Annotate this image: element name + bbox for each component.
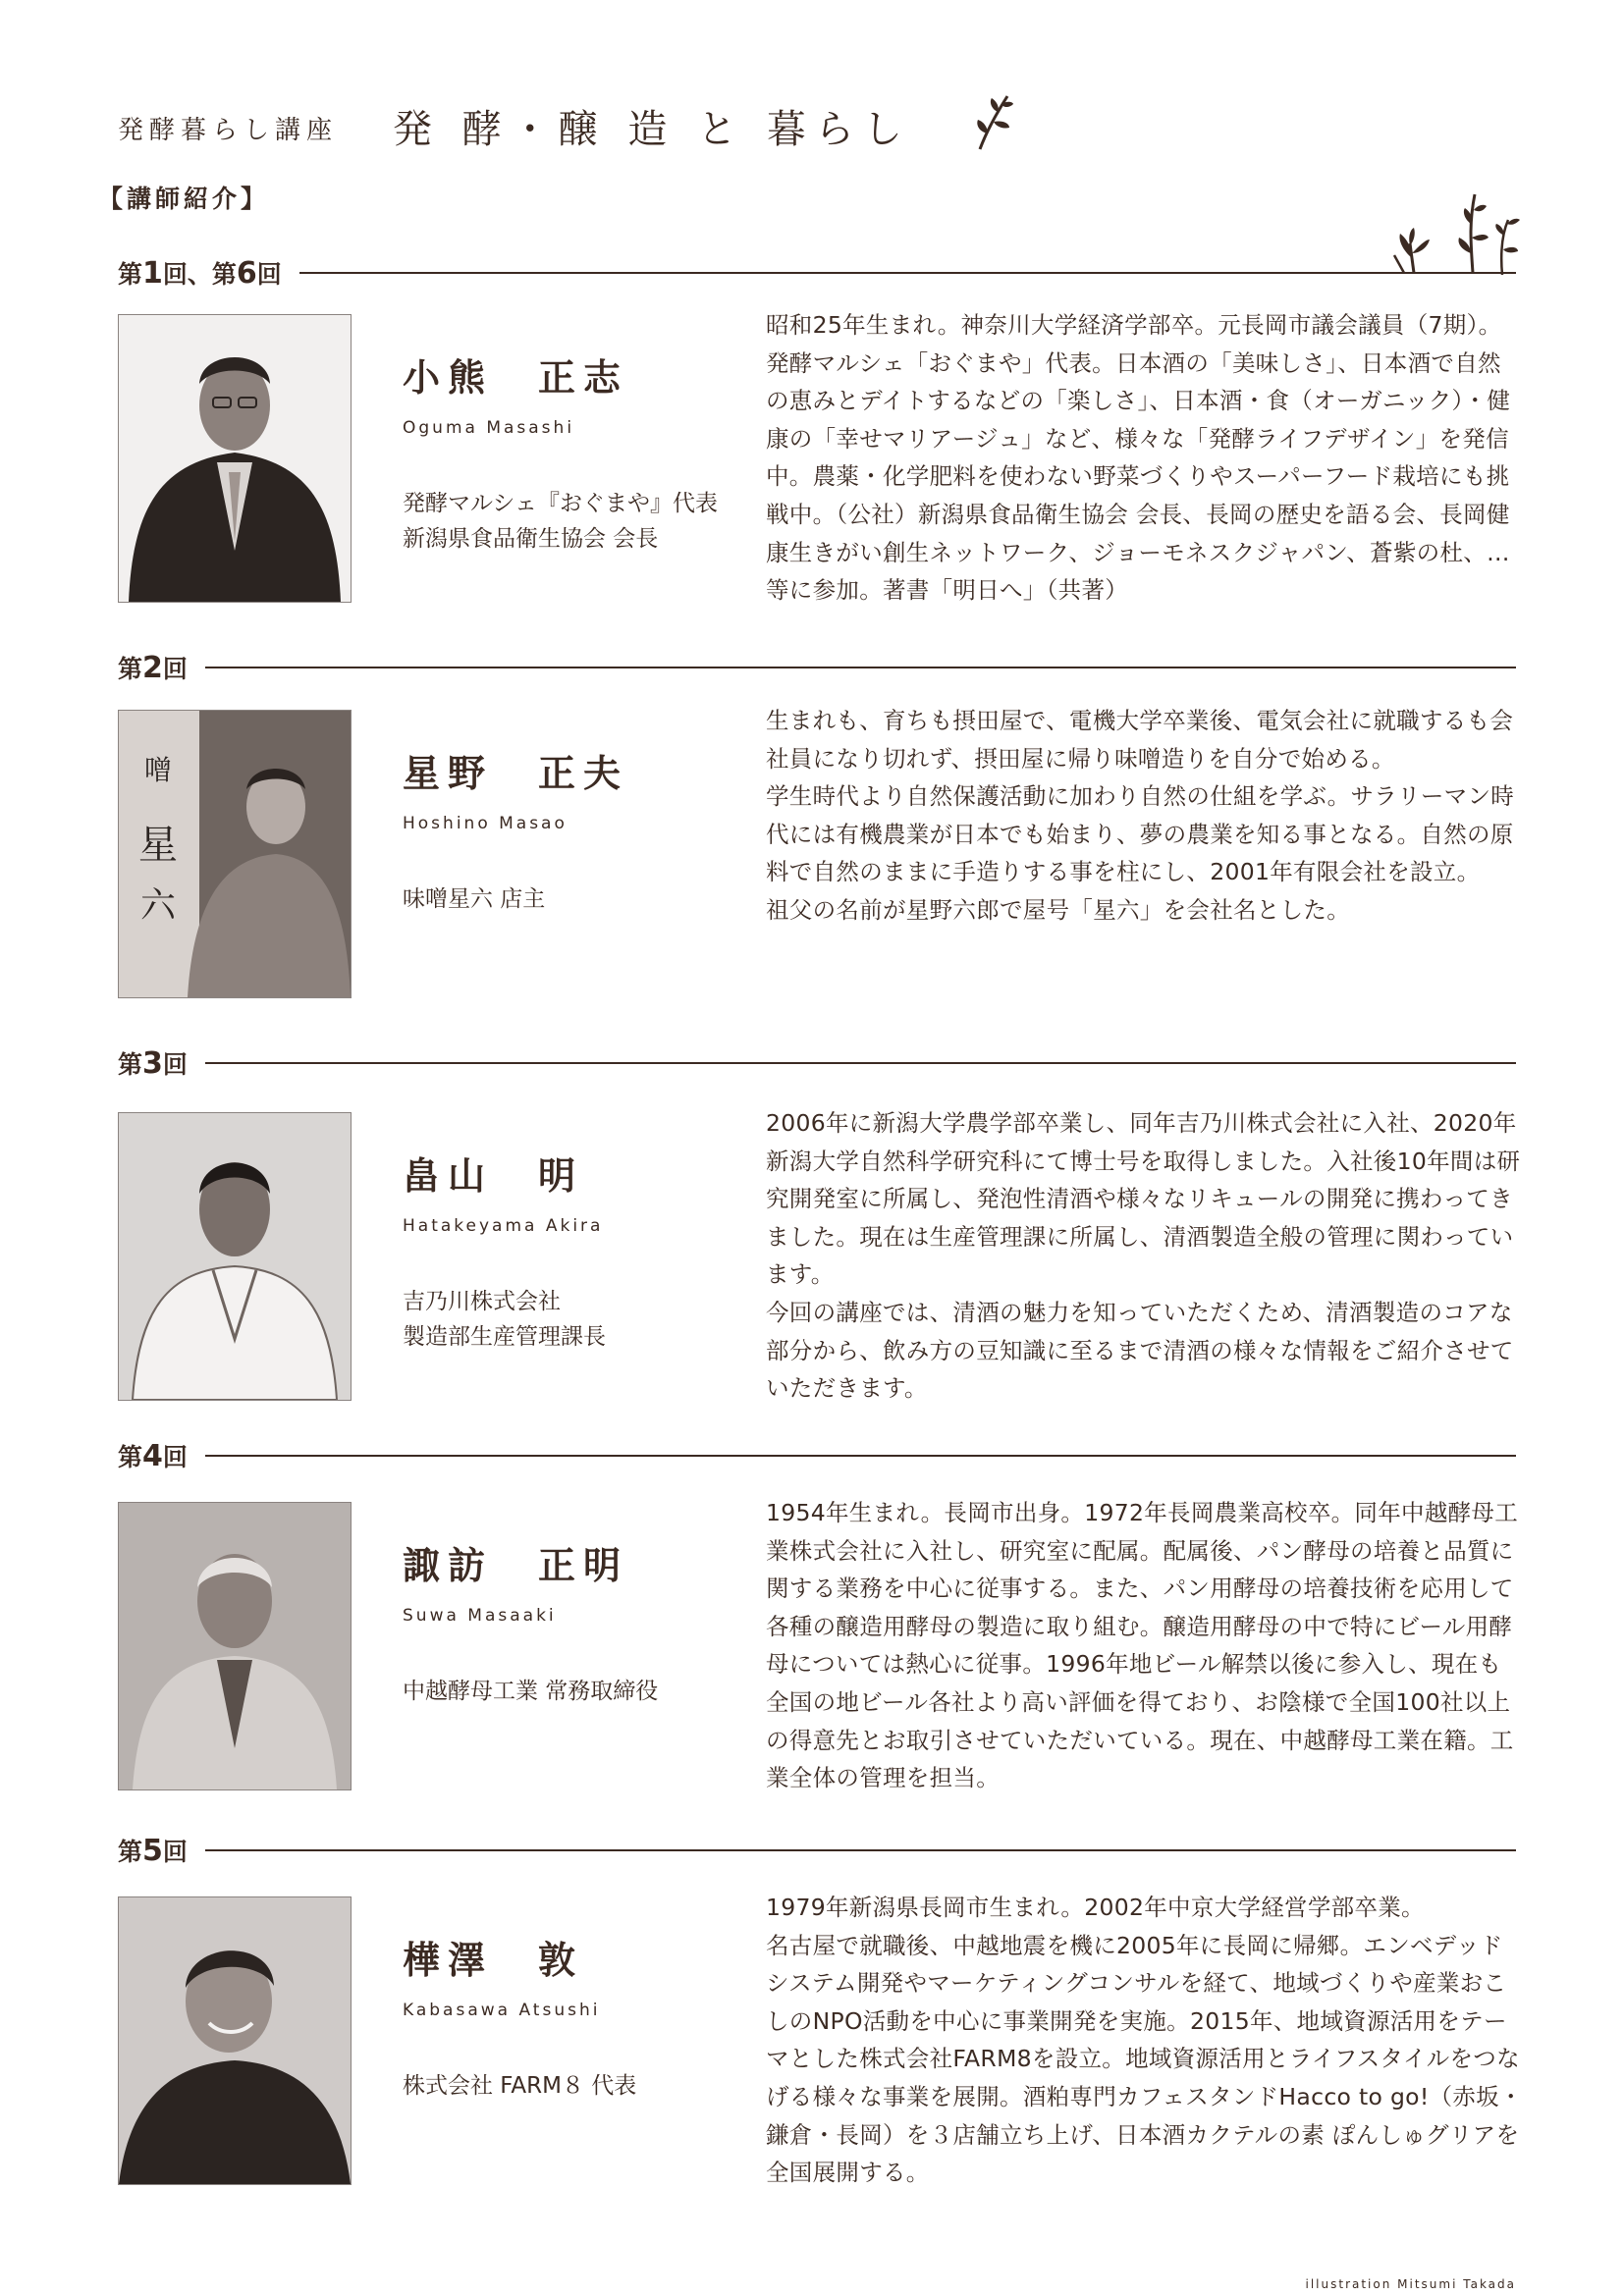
- lecturer-romaji: Hoshino Masao: [403, 814, 568, 833]
- divider-rule: [205, 667, 1516, 668]
- lecturer-photo: [118, 1502, 352, 1790]
- bio-paragraph: 1979年新潟県長岡市生まれ。2002年中京大学経営学部卒業。: [766, 1894, 1425, 1921]
- bio-paragraph: 学生時代より自然保護活動に加わり自然の仕組を学ぶ。サラリーマン時代には有機農業が日本でも始まり、夢の農業を知る事となる。自然の原料で自然のままに手造りする事を柱にし、2001年有限会社を設立。: [766, 782, 1515, 886]
- session-header-5: [118, 1831, 1516, 1870]
- lecturer-name: 小熊 正志: [403, 356, 629, 400]
- session-label: 第2回: [118, 651, 188, 685]
- bio-paragraph: 昭和25年生まれ。神奈川大学経済学部卒。元長岡市議会議員（7期）。発酵マルシェ「おぐまや」代表。日本酒の「美味しさ」、日本酒で自然の恵みとデイトするなどの「楽しさ」、日本酒・食（オーガニック）・健康の「幸せマリアージュ」など、様々な「発酵ライフデザイン」を発信中。農薬・化学肥料を使わない野菜づくりやスーパーフード栽培にも挑戦中。（公社）新潟県食品衛生協会 会長、長岡の歴史を語る会、長岡健康生きがい創生ネットワーク、ジョーモネスクジャパン、蒼紫の杜、…等に参加。著書「明日へ」（共著）: [766, 311, 1511, 605]
- bio-paragraph: 1954年生まれ。長岡市出身。1972年長岡農業高校卒。同年中越酵母工業株式会社に入社し、研究室に配属。配属後、パン酵母の培養と品質に関する業務を中心に従事する。また、パン用酵母の培養技術を応用して各種の醸造用酵母の製造に取り組む。醸造用酵母の中で特にビール用酵母については熱心に従事。1996年地ビール解禁以後に参入し、現在も全国の地ビール各社より高い評価を得ており、お陰様で全国100社以上の得意先とお取引させていただいている。現在、中越酵母工業在籍。工業全体の管理を担当。: [766, 1499, 1519, 1792]
- session-header-4: [118, 1436, 1516, 1475]
- lecturer-bio: [766, 306, 1524, 610]
- divider-rule: [205, 1455, 1516, 1457]
- svg-text:噌: 噌: [143, 754, 173, 786]
- page-title: 発 酵・醸 造 と 暮らし: [393, 107, 911, 152]
- session-header-2: [118, 648, 1516, 687]
- lecturer-roles: [403, 1674, 658, 1709]
- lecturer-card-oguma: [118, 311, 1516, 609]
- lecturer-bio: [766, 702, 1524, 930]
- role-line: 吉乃川株式会社: [403, 1289, 561, 1314]
- divider-rule: [205, 1062, 1516, 1064]
- lecturer-name: 畠山 明: [403, 1154, 584, 1198]
- bio-paragraph: 今回の講座では、清酒の魅力を知っていただくため、清酒製造のコアな部分から、飲み方の豆知識に至るまで清酒の様々な情報をご紹介させていただきます。: [766, 1298, 1514, 1403]
- session-header-1: [118, 253, 1516, 293]
- bio-paragraph: 名古屋で就職後、中越地震を機に2005年に長岡に帰郷。エンベデッドシステム開発やマーケティングコンサルを経て、地域づくりや産業おこしのNPO活動を中心に事業開発を実施。2015年、地域資源活用をテーマとした株式会社FARM8を設立。地域資源活用とライフスタイルをつなげる様々な事業を展開。酒粕専門カフェスタンドHacco to go!（赤坂・鎌倉・長岡）を３店舗立ち上げ、日本酒カクテルの素 ぽんしゅグリアを全国展開する。: [766, 1931, 1523, 2187]
- lecturer-name: 星野 正夫: [403, 752, 629, 795]
- bio-paragraph: 祖父の名前が星野六郎で屋号「星六」を会社名とした。: [766, 895, 1350, 924]
- session-label: 第1回、第6回: [118, 256, 282, 291]
- intro-label: 【講師紹介】: [98, 185, 270, 213]
- lecturer-bio: [766, 1494, 1524, 1797]
- role-line: 製造部生産管理課長: [403, 1324, 606, 1350]
- lecturer-bio: [766, 1889, 1524, 2192]
- lecturer-card-hatakeyama: [118, 1109, 1521, 1407]
- session-label: 第4回: [118, 1439, 188, 1473]
- lecturer-romaji: Hatakeyama Akira: [403, 1216, 604, 1236]
- lecturer-bio: [766, 1104, 1524, 1408]
- session-header-3: [118, 1043, 1516, 1083]
- svg-text:六: 六: [139, 885, 177, 926]
- lecturer-roles: [403, 881, 545, 917]
- lecturer-photo: [118, 314, 352, 603]
- divider-rule: [299, 272, 1516, 274]
- lecturer-roles: [403, 2068, 636, 2104]
- svg-text:星: 星: [138, 823, 178, 868]
- lecturer-photo: [118, 710, 352, 998]
- session-label: 第5回: [118, 1834, 188, 1868]
- lecturer-photo: [118, 1112, 352, 1401]
- leaf-sprig-icon: [972, 90, 1015, 153]
- lecturer-card-kabasawa: [118, 1894, 1523, 2191]
- role-line: 中越酵母工業 常務取締役: [403, 1679, 659, 1704]
- role-line: 味噌星六 店主: [403, 886, 546, 912]
- lecturer-romaji: Suwa Masaaki: [403, 1606, 557, 1626]
- divider-rule: [205, 1849, 1516, 1851]
- lecturer-name: 諏訪 正明: [403, 1544, 629, 1587]
- role-line: 新潟県食品衛生協会 会長: [403, 526, 659, 552]
- lecturer-romaji: Oguma Masashi: [403, 418, 575, 438]
- role-line: 発酵マルシェ『おぐまや』代表: [403, 491, 718, 516]
- lecturer-roles: [403, 1284, 606, 1355]
- lecturer-name: 樺澤 敦: [403, 1939, 584, 1982]
- illustration-credit: illustration Mitsumi Takada: [1305, 2277, 1516, 2291]
- lecturer-card-hoshino: [118, 707, 1516, 1004]
- lecturer-card-suwa: [118, 1499, 1519, 1796]
- series-title: 発酵暮らし講座: [118, 116, 339, 145]
- bio-paragraph: 生まれも、育ちも摂田屋で、電機大学卒業後、電気会社に就職するも会社員になり切れず、摂田屋に帰り味噌造りを自分で始める。: [766, 707, 1514, 773]
- session-label: 第3回: [118, 1046, 188, 1081]
- bio-paragraph: 2006年に新潟大学農学部卒業し、同年吉乃川株式会社に入社、2020年新潟大学自然科学研究科にて博士号を取得しました。入社後10年間は研究開発室に所属し、発泡性清酒や様々なリキュールの開発に携わってきました。現在は生産管理課に所属し、清酒製造全般の管理に関わっています。: [766, 1109, 1521, 1289]
- lecturer-romaji: Kabasawa Atsushi: [403, 2001, 601, 2020]
- lecturer-photo: [118, 1896, 352, 2185]
- lecturer-roles: [403, 486, 718, 557]
- role-line: 株式会社 FARM８ 代表: [403, 2073, 637, 2099]
